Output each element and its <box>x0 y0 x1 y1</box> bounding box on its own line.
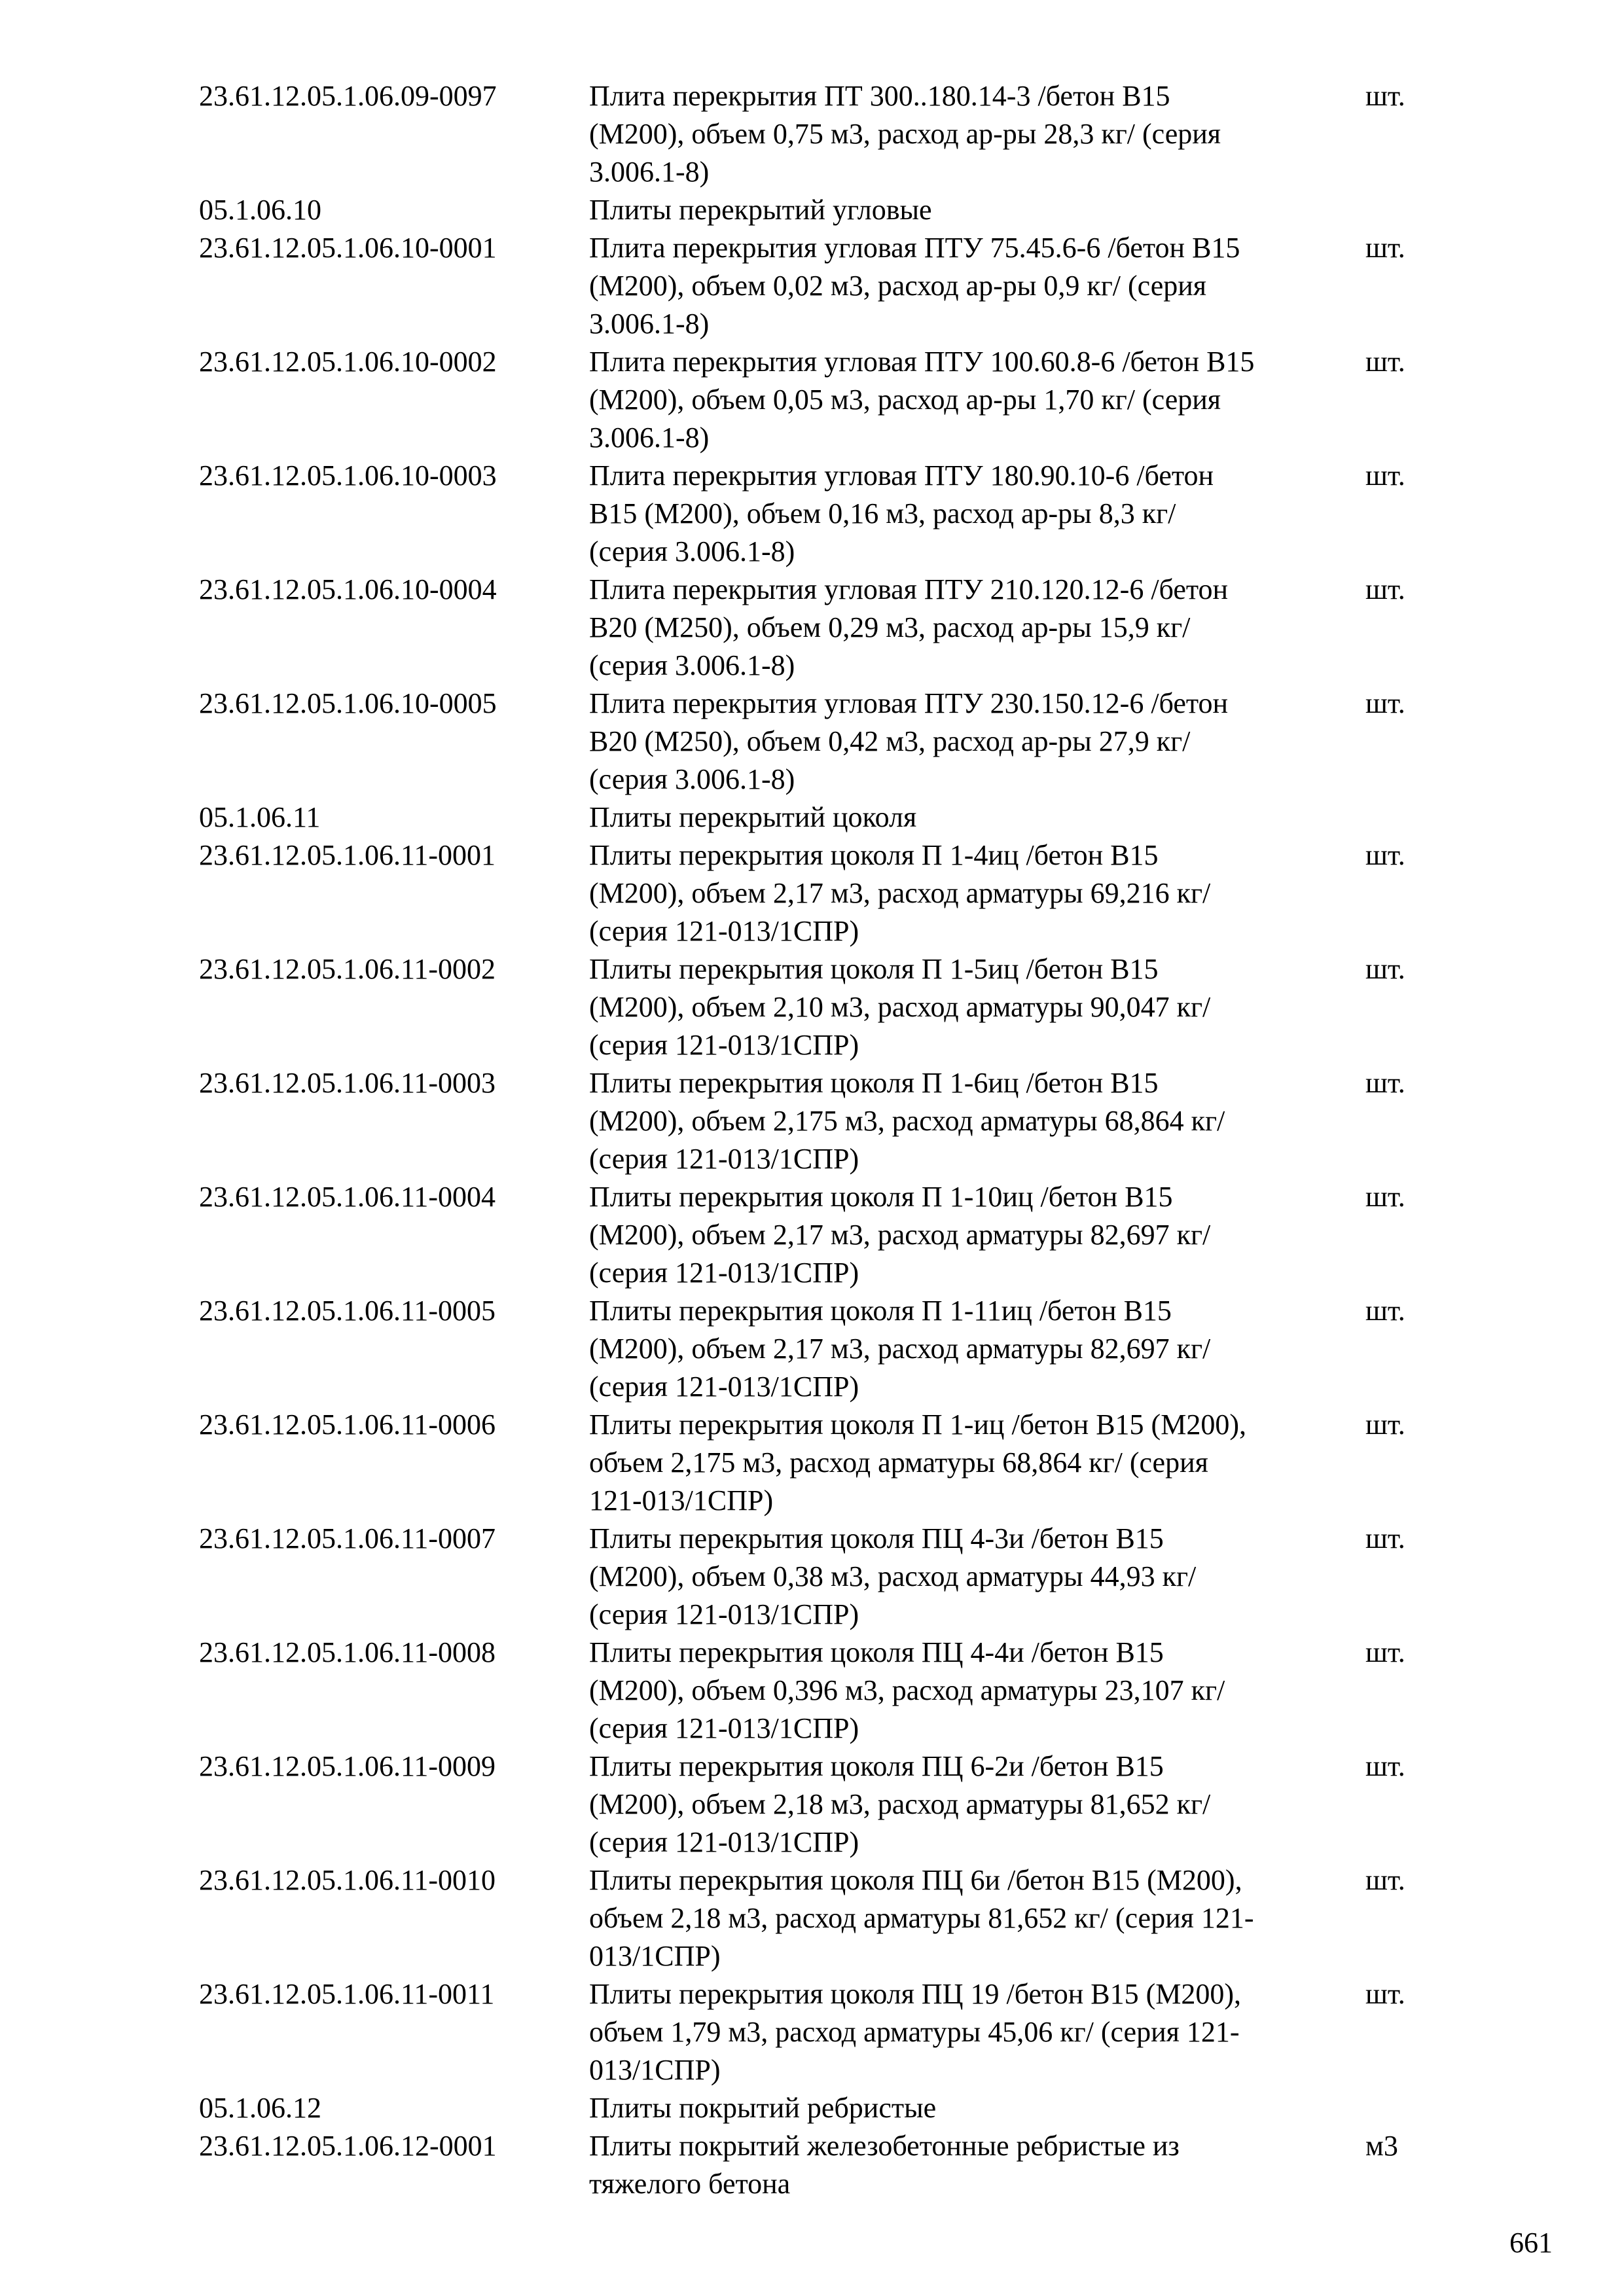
item-code: 23.61.12.05.1.06.11-0003 <box>199 1067 496 1099</box>
section-header-row <box>199 191 1443 229</box>
item-unit: шт. <box>1365 1181 1405 1213</box>
item-code: 23.61.12.05.1.06.10-0004 <box>199 573 497 605</box>
item-description <box>589 1292 1365 1406</box>
description-line: Плиты перекрытия цоколя ПЦ 19 /бетон В15 (М200), <box>589 1978 1242 2010</box>
description-line: тяжелого бетона <box>589 2168 791 2200</box>
table-row <box>199 1975 1443 2089</box>
description-line: (М200), объем 2,10 м3, расход арматуры 90,047 кг/ <box>589 991 1211 1023</box>
table-row <box>199 571 1443 685</box>
description-line: В15 (М200), объем 0,16 м3, расход ар-ры 8,3 кг/ <box>589 497 1176 529</box>
item-code: 23.61.12.05.1.06.11-0008 <box>199 1636 496 1668</box>
item-description <box>589 2089 1365 2127</box>
description-line: (серия 121-013/1СПР) <box>589 1143 859 1175</box>
description-line: (М200), объем 2,17 м3, расход арматуры 82,697 кг/ <box>589 1219 1211 1251</box>
description-line: Плиты перекрытия цоколя П 1-иц /бетон В15 (М200), <box>589 1408 1246 1441</box>
item-code: 23.61.12.05.1.06.11-0002 <box>199 953 496 985</box>
item-code: 23.61.12.05.1.06.10-0003 <box>199 459 497 492</box>
item-description <box>589 191 1365 229</box>
description-line: Плита перекрытия угловая ПТУ 230.150.12-6 /бетон <box>589 687 1229 719</box>
section-header-row <box>199 798 1443 836</box>
item-unit: шт. <box>1365 1978 1405 2010</box>
item-description <box>589 2127 1365 2203</box>
item-description <box>589 685 1365 798</box>
description-line: В20 (М250), объем 0,42 м3, расход ар-ры 27,9 кг/ <box>589 725 1191 757</box>
description-line: (серия 3.006.1-8) <box>589 649 795 681</box>
description-line: В20 (М250), объем 0,29 м3, расход ар-ры 15,9 кг/ <box>589 611 1191 643</box>
description-line: Плиты перекрытия цоколя П 1-6иц /бетон В15 <box>589 1067 1159 1099</box>
description-line: (М200), объем 2,18 м3, расход арматуры 81,652 кг/ <box>589 1788 1211 1820</box>
table-row <box>199 343 1443 457</box>
description-line: Плиты перекрытия цоколя П 1-11иц /бетон В15 <box>589 1295 1172 1327</box>
description-line: Плиты перекрытия цоколя П 1-4иц /бетон В15 <box>589 839 1159 871</box>
table-row <box>199 1406 1443 1520</box>
description-line: Плиты перекрытий угловые <box>589 194 932 226</box>
description-line: (серия 121-013/1СПР) <box>589 1712 859 1744</box>
table-row <box>199 457 1443 571</box>
description-line: (М200), объем 2,17 м3, расход арматуры 69,216 кг/ <box>589 877 1211 909</box>
description-line: (серия 3.006.1-8) <box>589 535 795 567</box>
item-code: 23.61.12.05.1.06.11-0001 <box>199 839 496 871</box>
description-line: Плита перекрытия угловая ПТУ 210.120.12-6 /бетон <box>589 573 1229 605</box>
item-code: 23.61.12.05.1.06.09-0097 <box>199 80 497 112</box>
description-line: объем 2,175 м3, расход арматуры 68,864 кг/ (серия <box>589 1446 1208 1479</box>
item-code: 23.61.12.05.1.06.11-0004 <box>199 1181 496 1213</box>
description-line: Плита перекрытия угловая ПТУ 100.60.8-6 /бетон В15 <box>589 346 1255 378</box>
table-row <box>199 1861 1443 1975</box>
description-line: (серия 121-013/1СПР) <box>589 1371 859 1403</box>
item-code: 23.61.12.05.1.06.10-0005 <box>199 687 497 719</box>
item-description <box>589 343 1365 457</box>
description-line: Плиты перекрытия цоколя ПЦ 6и /бетон В15 (М200), <box>589 1864 1242 1896</box>
description-line: (М200), объем 2,17 м3, расход арматуры 82,697 кг/ <box>589 1333 1211 1365</box>
item-code: 23.61.12.05.1.06.11-0006 <box>199 1408 496 1441</box>
item-unit: шт. <box>1365 346 1405 378</box>
item-description <box>589 1748 1365 1861</box>
item-unit: шт. <box>1365 1750 1405 1782</box>
description-line: (М200), объем 0,38 м3, расход арматуры 44,93 кг/ <box>589 1560 1197 1592</box>
description-line: (М200), объем 0,05 м3, расход ар-ры 1,70 кг/ (серия <box>589 384 1221 416</box>
description-line: (серия 121-013/1СПР) <box>589 1257 859 1289</box>
description-line: (серия 121-013/1СПР) <box>589 1598 859 1630</box>
item-description <box>589 457 1365 571</box>
item-unit: шт. <box>1365 953 1405 985</box>
item-description <box>589 798 1365 836</box>
item-code: 23.61.12.05.1.06.10-0001 <box>199 232 497 264</box>
table-row <box>199 1520 1443 1634</box>
description-line: объем 1,79 м3, расход арматуры 45,06 кг/ (серия 121- <box>589 2016 1240 2048</box>
table-row <box>199 836 1443 950</box>
description-line: 3.006.1-8) <box>589 308 710 340</box>
price-table <box>199 77 1443 2203</box>
description-line: Плиты покрытий ребристые <box>589 2092 937 2124</box>
description-line: Плиты перекрытий цоколя <box>589 801 917 833</box>
item-unit: шт. <box>1365 687 1405 719</box>
description-line: (М200), объем 2,175 м3, расход арматуры 68,864 кг/ <box>589 1105 1225 1137</box>
description-line: (серия 121-013/1СПР) <box>589 915 859 947</box>
description-line: 013/1СПР) <box>589 1940 721 1972</box>
table-row <box>199 1178 1443 1292</box>
item-unit: шт. <box>1365 1522 1405 1554</box>
item-unit: шт. <box>1365 1295 1405 1327</box>
item-description <box>589 1520 1365 1634</box>
table-row <box>199 77 1443 191</box>
item-description <box>589 571 1365 685</box>
item-unit: шт. <box>1365 1408 1405 1441</box>
item-code: 23.61.12.05.1.06.11-0011 <box>199 1978 495 2010</box>
item-unit: шт. <box>1365 839 1405 871</box>
description-line: Плиты перекрытия цоколя П 1-10иц /бетон В15 <box>589 1181 1173 1213</box>
description-line: (серия 121-013/1СПР) <box>589 1826 859 1858</box>
item-code: 23.61.12.05.1.06.11-0010 <box>199 1864 496 1896</box>
item-description <box>589 836 1365 950</box>
description-line: Плиты перекрытия цоколя ПЦ 4-3и /бетон В15 <box>589 1522 1164 1554</box>
page-number: 661 <box>1509 2227 1553 2259</box>
item-description <box>589 950 1365 1064</box>
description-line: Плиты перекрытия цоколя ПЦ 4-4и /бетон В15 <box>589 1636 1164 1668</box>
description-line: 3.006.1-8) <box>589 422 710 454</box>
description-line: Плита перекрытия угловая ПТУ 75.45.6-6 /бетон В15 <box>589 232 1240 264</box>
item-description <box>589 77 1365 191</box>
item-description <box>589 229 1365 343</box>
item-code: 05.1.06.12 <box>199 2092 321 2124</box>
table-row <box>199 2127 1443 2203</box>
item-unit: шт. <box>1365 1864 1405 1896</box>
item-unit: шт. <box>1365 1636 1405 1668</box>
description-line: (серия 3.006.1-8) <box>589 763 795 795</box>
item-unit: шт. <box>1365 80 1405 112</box>
item-unit: шт. <box>1365 573 1405 605</box>
item-unit: м3 <box>1365 2130 1398 2162</box>
section-header-row <box>199 2089 1443 2127</box>
item-code: 23.61.12.05.1.06.11-0005 <box>199 1295 496 1327</box>
item-code: 05.1.06.11 <box>199 801 321 833</box>
description-line: Плиты перекрытия цоколя П 1-5иц /бетон В15 <box>589 953 1159 985</box>
description-line: 121-013/1СПР) <box>589 1484 774 1516</box>
item-description <box>589 1634 1365 1748</box>
item-description <box>589 1975 1365 2089</box>
table-row <box>199 685 1443 798</box>
description-line: Плиты перекрытия цоколя ПЦ 6-2и /бетон В15 <box>589 1750 1164 1782</box>
item-description <box>589 1861 1365 1975</box>
description-line: Плита перекрытия угловая ПТУ 180.90.10-6 /бетон <box>589 459 1214 492</box>
item-code: 23.61.12.05.1.06.11-0009 <box>199 1750 496 1782</box>
item-description <box>589 1178 1365 1292</box>
description-line: (серия 121-013/1СПР) <box>589 1029 859 1061</box>
item-unit: шт. <box>1365 1067 1405 1099</box>
item-code: 05.1.06.10 <box>199 194 321 226</box>
description-line: (М200), объем 0,02 м3, расход ар-ры 0,9 кг/ (серия <box>589 270 1207 302</box>
item-code: 23.61.12.05.1.06.10-0002 <box>199 346 497 378</box>
item-unit: шт. <box>1365 459 1405 492</box>
table-row <box>199 1634 1443 1748</box>
item-description <box>589 1406 1365 1520</box>
description-line: 013/1СПР) <box>589 2054 721 2086</box>
description-line: Плиты покрытий железобетонные ребристые из <box>589 2130 1180 2162</box>
table-row <box>199 1292 1443 1406</box>
table-row <box>199 1064 1443 1178</box>
item-code: 23.61.12.05.1.06.11-0007 <box>199 1522 496 1554</box>
description-line: Плита перекрытия ПТ 300..180.14-3 /бетон В15 <box>589 80 1170 112</box>
table-row <box>199 1748 1443 1861</box>
description-line: (М200), объем 0,75 м3, расход ар-ры 28,3 кг/ (серия <box>589 118 1221 150</box>
description-line: 3.006.1-8) <box>589 156 710 188</box>
item-description <box>589 1064 1365 1178</box>
item-unit: шт. <box>1365 232 1405 264</box>
table-row <box>199 229 1443 343</box>
item-code: 23.61.12.05.1.06.12-0001 <box>199 2130 497 2162</box>
table-row <box>199 950 1443 1064</box>
description-line: (М200), объем 0,396 м3, расход арматуры 23,107 кг/ <box>589 1674 1225 1706</box>
description-line: объем 2,18 м3, расход арматуры 81,652 кг/ (серия 121- <box>589 1902 1254 1934</box>
